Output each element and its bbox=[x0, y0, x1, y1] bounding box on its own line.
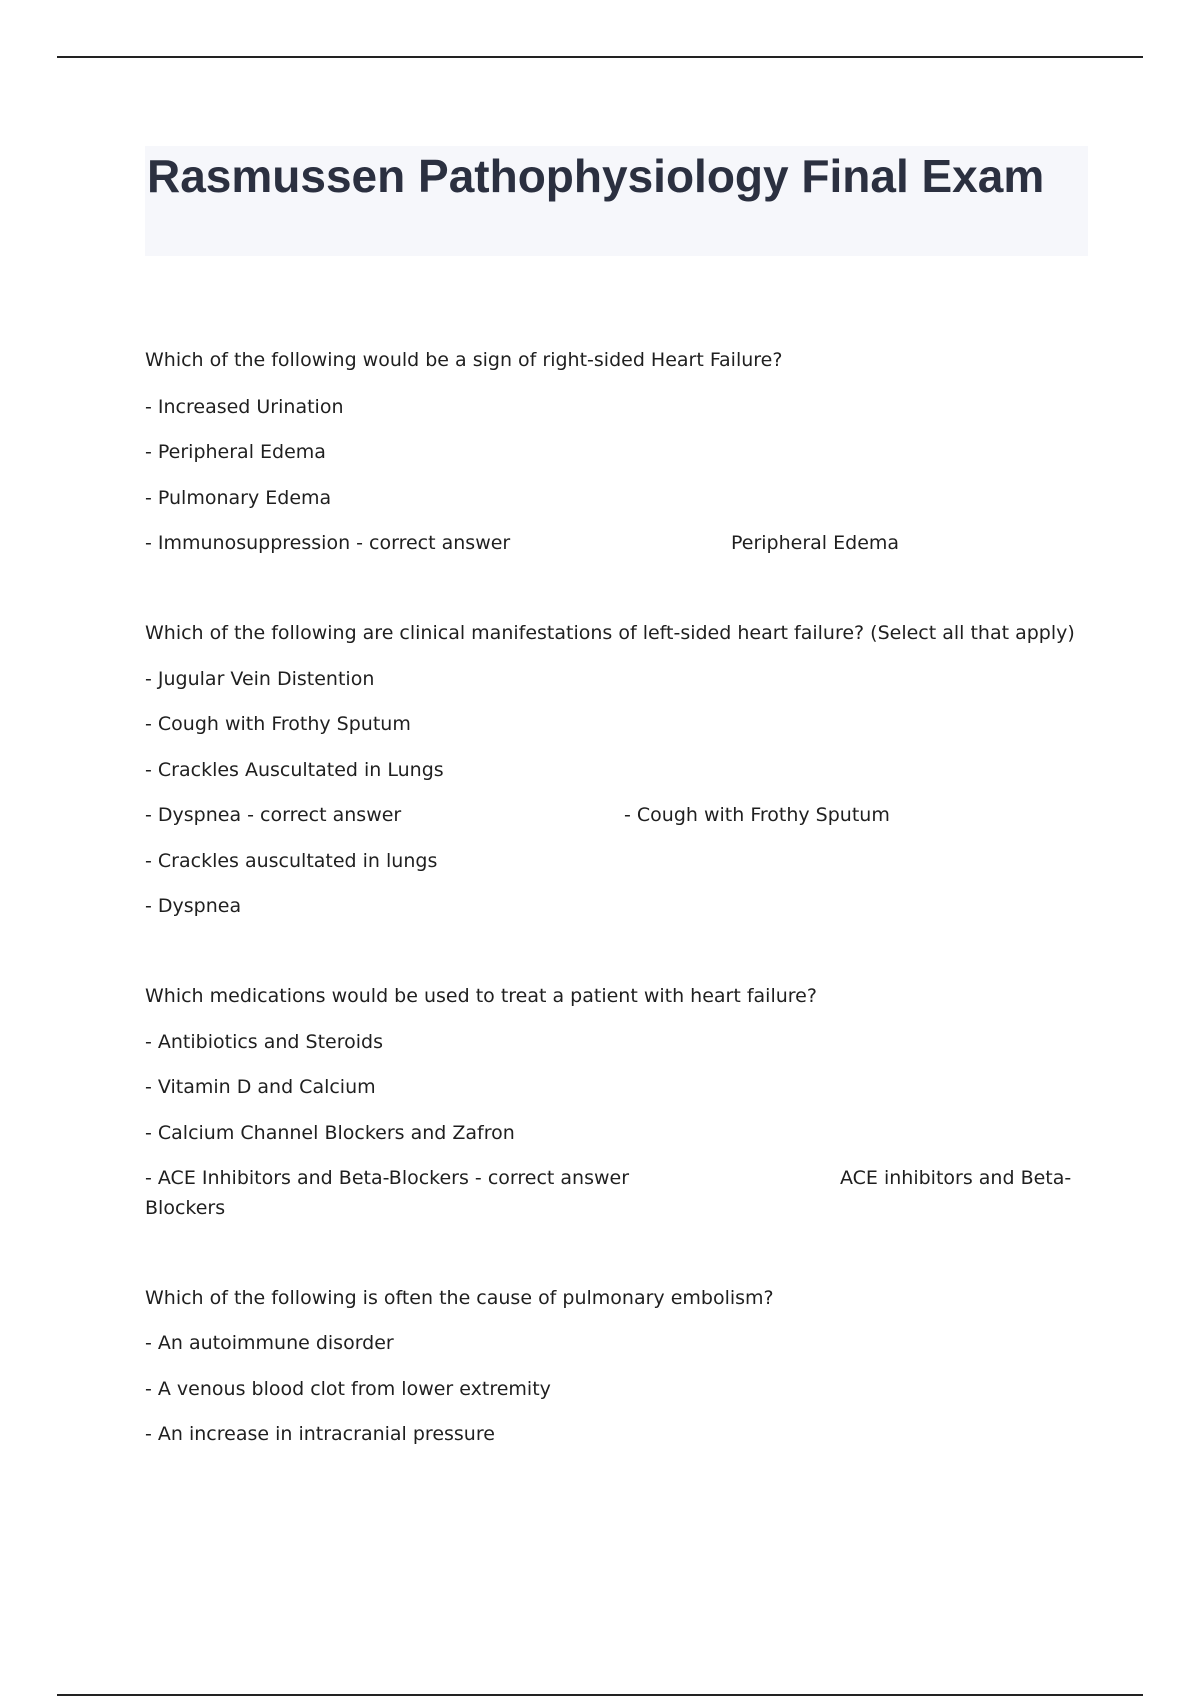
bottom-rule bbox=[57, 1694, 1143, 1696]
question-3-option-3: - Calcium Channel Blockers and Zafron bbox=[145, 1122, 515, 1144]
question-2-option-3: - Crackles Auscultated in Lungs bbox=[145, 759, 444, 781]
question-2-option-4: - Dyspnea - correct answer bbox=[145, 804, 402, 826]
question-3-answer-line-1: ACE inhibitors and Beta- bbox=[840, 1167, 1072, 1189]
question-2-option-2: - Cough with Frothy Sputum bbox=[145, 713, 411, 735]
question-1-option-1: - Increased Urination bbox=[145, 396, 344, 418]
question-4-option-3: - An increase in intracranial pressure bbox=[145, 1423, 495, 1445]
document-title: Rasmussen Pathophysiology Final Exam bbox=[147, 150, 1045, 202]
question-1-option-3: - Pulmonary Edema bbox=[145, 487, 332, 509]
question-3-option-1: - Antibiotics and Steroids bbox=[145, 1031, 383, 1053]
question-2-answer-3: - Dyspnea bbox=[145, 895, 242, 917]
question-3-option-2: - Vitamin D and Calcium bbox=[145, 1076, 376, 1098]
question-2-answer-1: - Cough with Frothy Sputum bbox=[624, 804, 890, 826]
question-4-option-1: - An autoimmune disorder bbox=[145, 1332, 394, 1354]
question-2-option-1: - Jugular Vein Distention bbox=[145, 668, 375, 690]
question-4-text: Which of the following is often the cause of pulmonary embolism? bbox=[145, 1287, 774, 1309]
question-3-text: Which medications would be used to treat a patient with heart failure? bbox=[145, 985, 817, 1007]
question-3-answer-line-2: Blockers bbox=[145, 1197, 226, 1219]
question-1-option-2: - Peripheral Edema bbox=[145, 441, 326, 463]
question-4-option-2: - A venous blood clot from lower extremity bbox=[145, 1378, 551, 1400]
question-3-option-4: - ACE Inhibitors and Beta-Blockers - correct answer bbox=[145, 1167, 630, 1189]
question-1-option-4: - Immunosuppression - correct answer bbox=[145, 532, 511, 554]
question-2-answer-2: - Crackles auscultated in lungs bbox=[145, 850, 438, 872]
question-1-text: Which of the following would be a sign of right-sided Heart Failure? bbox=[145, 349, 783, 371]
question-1-answer: Peripheral Edema bbox=[731, 532, 900, 554]
question-2-text: Which of the following are clinical manifestations of left-sided heart failure? (Select all that apply) bbox=[145, 622, 1075, 644]
top-rule bbox=[57, 56, 1143, 58]
